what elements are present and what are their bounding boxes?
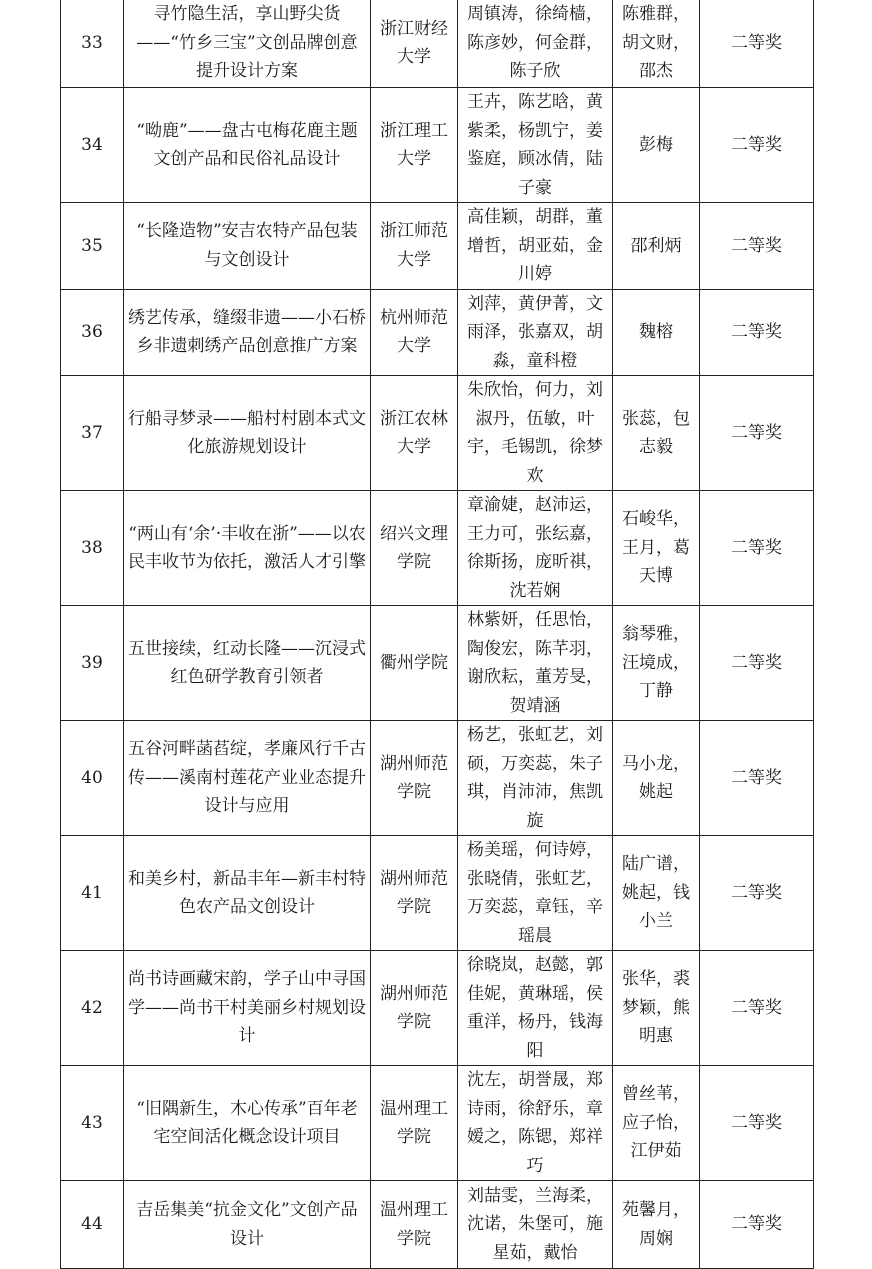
team-members: 周镇涛，徐绮樯，陈彦妙，何金群，陈子欣 bbox=[458, 0, 613, 88]
advisor: 翁琴雅，汪境成，丁静 bbox=[613, 606, 700, 721]
project-title: 五谷河畔菡萏绽，孝廉风行千古传——溪南村莲花产业业态提升设计与应用 bbox=[124, 721, 371, 836]
table-row bbox=[61, 951, 814, 1066]
row-number: 41 bbox=[61, 836, 124, 951]
row-number: 42 bbox=[61, 951, 124, 1066]
prize-level: 二等奖 bbox=[700, 836, 814, 951]
row-number: 43 bbox=[61, 1066, 124, 1181]
table-row bbox=[61, 376, 814, 491]
advisor: 苑馨月，周娴 bbox=[613, 1181, 700, 1269]
table-row bbox=[61, 88, 814, 203]
prize-level: 二等奖 bbox=[700, 951, 814, 1066]
school-name: 温州理工学院 bbox=[371, 1181, 458, 1269]
row-number: 39 bbox=[61, 606, 124, 721]
project-title: 行船寻梦录——船村村剧本式文化旅游规划设计 bbox=[124, 376, 371, 491]
school-name: 温州理工学院 bbox=[371, 1066, 458, 1181]
school-name: 杭州师范大学 bbox=[371, 289, 458, 376]
project-title: 尚书诗画藏宋韵，学子山中寻国学——尚书干村美丽乡村规划设计 bbox=[124, 951, 371, 1066]
advisor: 陈雅群，胡文财，邵杰 bbox=[613, 0, 700, 88]
table-row bbox=[61, 0, 814, 88]
project-title: 五世接续，红动长隆——沉浸式红色研学教育引领者 bbox=[124, 606, 371, 721]
advisor: 石峻华，王月，葛天博 bbox=[613, 491, 700, 606]
project-title: 和美乡村，新品丰年—新丰村特色农产品文创设计 bbox=[124, 836, 371, 951]
advisor: 马小龙，姚起 bbox=[613, 721, 700, 836]
table-row bbox=[61, 606, 814, 721]
school-name: 浙江师范大学 bbox=[371, 203, 458, 290]
school-name: 湖州师范学院 bbox=[371, 951, 458, 1066]
prize-level: 二等奖 bbox=[700, 376, 814, 491]
table-row bbox=[61, 491, 814, 606]
school-name: 绍兴文理学院 bbox=[371, 491, 458, 606]
prize-level: 二等奖 bbox=[700, 203, 814, 290]
row-number: 40 bbox=[61, 721, 124, 836]
prize-level: 二等奖 bbox=[700, 289, 814, 376]
team-members: 王卉，陈艺晗，黄紫柔，杨凯宁，姜鉴庭，顾冰倩，陆子豪 bbox=[458, 88, 613, 203]
team-members: 章渝婕，赵沛运，王力可，张纭嘉，徐斯扬，庞昕祺，沈若娴 bbox=[458, 491, 613, 606]
awards-table bbox=[60, 0, 814, 1269]
prize-level: 二等奖 bbox=[700, 1181, 814, 1269]
advisor: 邵利炳 bbox=[613, 203, 700, 290]
school-name: 衢州学院 bbox=[371, 606, 458, 721]
team-members: 林紫妍，任思怡，陶俊宏，陈芊羽，谢欣耘，董芳旻，贺靖涵 bbox=[458, 606, 613, 721]
row-number: 34 bbox=[61, 88, 124, 203]
prize-level: 二等奖 bbox=[700, 491, 814, 606]
school-name: 浙江农林大学 bbox=[371, 376, 458, 491]
advisor: 魏榕 bbox=[613, 289, 700, 376]
team-members: 沈左，胡誉晟，郑诗雨，徐舒乐，章嫒之，陈锶，郑祥巧 bbox=[458, 1066, 613, 1181]
row-number: 36 bbox=[61, 289, 124, 376]
row-number: 35 bbox=[61, 203, 124, 290]
table-row bbox=[61, 1181, 814, 1269]
school-name: 湖州师范学院 bbox=[371, 836, 458, 951]
school-name: 浙江财经大学 bbox=[371, 0, 458, 88]
prize-level: 二等奖 bbox=[700, 721, 814, 836]
table-row bbox=[61, 721, 814, 836]
school-name: 浙江理工大学 bbox=[371, 88, 458, 203]
team-members: 杨美瑶，何诗婷，张晓倩，张虹艺，万奕蕊，章钰，辛瑶晨 bbox=[458, 836, 613, 951]
project-title: “旧隅新生，木心传承”百年老宅空间活化概念设计项目 bbox=[124, 1066, 371, 1181]
project-title: “两山有‘余’·丰收在浙”——以农民丰收节为依托，激活人才引擎 bbox=[124, 491, 371, 606]
team-members: 杨艺，张虹艺，刘硕，万奕蕊，朱子琪，肖沛沛，焦凯旋 bbox=[458, 721, 613, 836]
project-title: “呦鹿”——盘古屯梅花鹿主题文创产品和民俗礼品设计 bbox=[124, 88, 371, 203]
school-name: 湖州师范学院 bbox=[371, 721, 458, 836]
advisor: 曾丝苇，应子怡，江伊茹 bbox=[613, 1066, 700, 1181]
prize-level: 二等奖 bbox=[700, 88, 814, 203]
prize-level: 二等奖 bbox=[700, 1066, 814, 1181]
table-row bbox=[61, 836, 814, 951]
row-number: 37 bbox=[61, 376, 124, 491]
table-row bbox=[61, 1066, 814, 1181]
advisor: 彭梅 bbox=[613, 88, 700, 203]
prize-level: 二等奖 bbox=[700, 606, 814, 721]
row-number: 33 bbox=[61, 0, 124, 88]
table-row bbox=[61, 203, 814, 290]
project-title: 吉岳集美“抗金文化”文创产品设计 bbox=[124, 1181, 371, 1269]
row-number: 38 bbox=[61, 491, 124, 606]
project-title: 绣艺传承，缝缀非遗——小石桥乡非遗刺绣产品创意推广方案 bbox=[124, 289, 371, 376]
team-members: 高佳颖，胡群，董增哲，胡亚茹，金川婷 bbox=[458, 203, 613, 290]
project-title: 寻竹隐生活，享山野尖货——“竹乡三宝”文创品牌创意提升设计方案 bbox=[124, 0, 371, 88]
row-number: 44 bbox=[61, 1181, 124, 1269]
advisor: 张蕊，包志毅 bbox=[613, 376, 700, 491]
project-title: “长隆造物”安吉农特产品包装与文创设计 bbox=[124, 203, 371, 290]
team-members: 朱欣怡，何力，刘淑丹，伍敏，叶宇，毛锡凯，徐梦欢 bbox=[458, 376, 613, 491]
table-row bbox=[61, 289, 814, 376]
prize-level: 二等奖 bbox=[700, 0, 814, 88]
team-members: 刘萍，黄伊菁，文雨泽，张嘉双，胡淼，童科橙 bbox=[458, 289, 613, 376]
team-members: 刘喆雯，兰海柔，沈诺，朱堡可，施星茹，戴怡 bbox=[458, 1181, 613, 1269]
advisor: 张华，裘梦颖，熊明惠 bbox=[613, 951, 700, 1066]
team-members: 徐晓岚，赵懿，郭佳妮，黄琳瑶，侯重洋，杨丹，钱海阳 bbox=[458, 951, 613, 1066]
advisor: 陆广谱，姚起，钱小兰 bbox=[613, 836, 700, 951]
